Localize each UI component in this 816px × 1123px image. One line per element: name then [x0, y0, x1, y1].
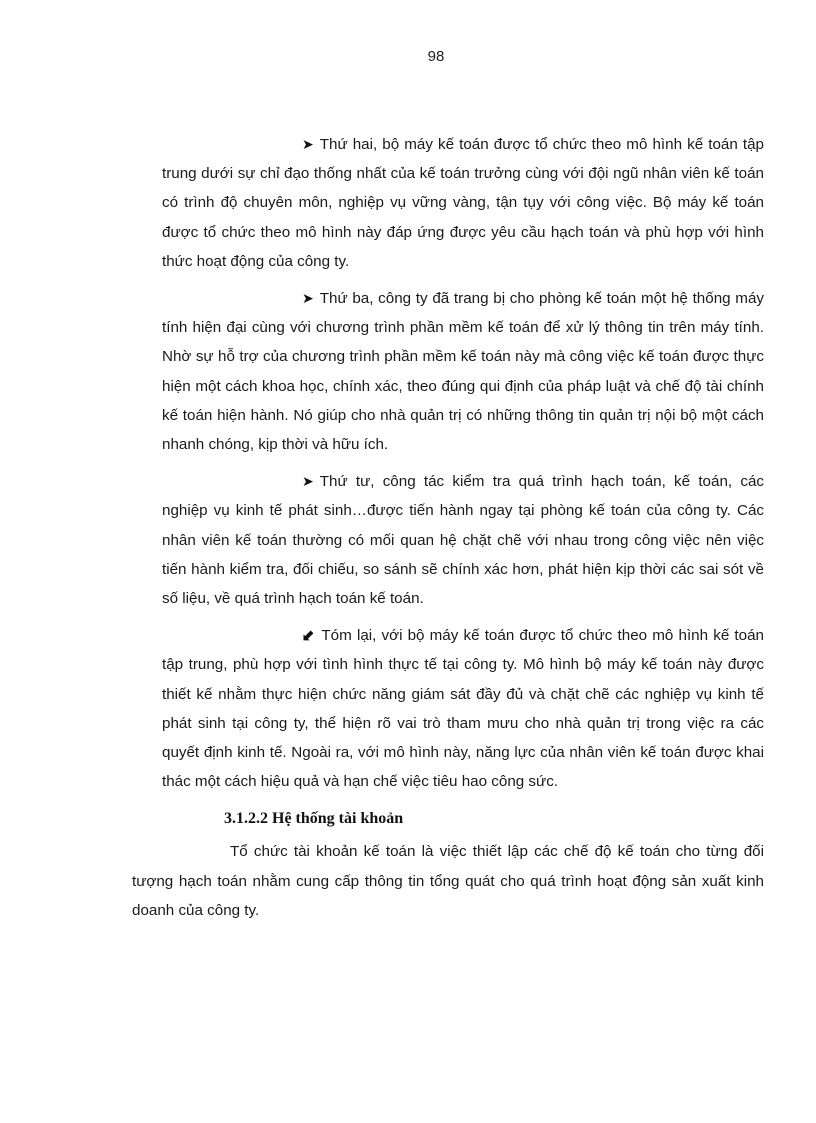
page-content [132, 130, 764, 933]
paragraph-to-chuc-tai-khoan: Tổ chức tài khoản kế toán là việc thiết lập các chế độ kế toán cho từng đối tượng hạch toán nhằm cung cấp thông tin tổng quát cho quá trình hoạt động sản xuất kinh doanh của công ty. [132, 843, 764, 919]
paragraph-thu-tu [162, 467, 764, 613]
section-heading: 3.1.2.2 Hệ thống tài khoản [224, 810, 404, 828]
paragraph-text: Thứ ba, công ty đã trang bị cho phòng kế toán một hệ thống máy tính hiện đại cùng với chương trình phần mềm kế toán để xử lý thông tin trên máy tính. Nhờ sự hỗ trợ của chương trình phần mềm kế toán này mà công việc kế toán được thực hiện một cách khoa học, chính xác, theo đúng qui định của pháp luật và chế độ tài chính kế toán hiện hành. Nó giúp cho nhà quản trị có những thông tin quản trị nội bộ một cách nhanh chóng, kịp thời và hữu ích. [162, 290, 764, 454]
page-number: 98 [427, 48, 445, 65]
paragraph-text: Tóm lại, với bộ máy kế toán được tổ chức theo mô hình kế toán tập trung, phù hợp với tình hình thực tế tại công ty. Mô hình bộ máy kế toán này được thiết kế nhằm thực hiện chức năng giám sát đầy đủ và chặt chẽ các nghiệp vụ kinh tế phát sinh tại công ty, thể hiện rõ vai trò tham mưu cho nhà quản trị trong việc ra các quyết định kinh tế. Ngoài ra, với mô hình này, năng lực của nhân viên kế toán được khai thác một cách hiệu quả và hạn chế việc tiêu hao công sức. [162, 627, 764, 791]
paragraph-text: Thứ hai, bộ máy kế toán được tổ chức theo mô hình kế toán tập trung dưới sự chỉ đạo thống nhất của kế toán trưởng cùng với đội ngũ nhân viên kế toán có trình độ chuyên môn, nghiệp vụ vững vàng, tận tụy với công việc. Bộ máy kế toán được tổ chức theo mô hình này đáp ứng được yêu cầu hạch toán và phù hợp với hình thức hoạt động của công ty. [162, 136, 764, 270]
paragraph-thu-ba [162, 284, 764, 459]
paragraph-thu-hai [162, 130, 764, 276]
paragraph-text: Thứ tư, công tác kiểm tra quá trình hạch toán, kế toán, các nghiệp vụ kinh tế phát sinh…được tiến hành ngay tại phòng kế toán của công ty. Các nhân viên kế toán thường có mối quan hệ chặt chẽ với nhau trong công việc nên việc tiến hành kiểm tra, đối chiếu, so sánh sẽ chính xác hơn, phát hiện kịp thời các sai sót về số liệu, về quá trình hạch toán kế toán. [162, 473, 764, 608]
arrow-bullet-icon: ➤ [302, 290, 314, 307]
summary-arrow-icon: ⬋ [302, 627, 316, 645]
paragraph-tom-lai [162, 621, 764, 796]
arrow-bullet-icon: ➤ [302, 136, 314, 152]
arrow-bullet-icon: ➤ [302, 473, 314, 490]
